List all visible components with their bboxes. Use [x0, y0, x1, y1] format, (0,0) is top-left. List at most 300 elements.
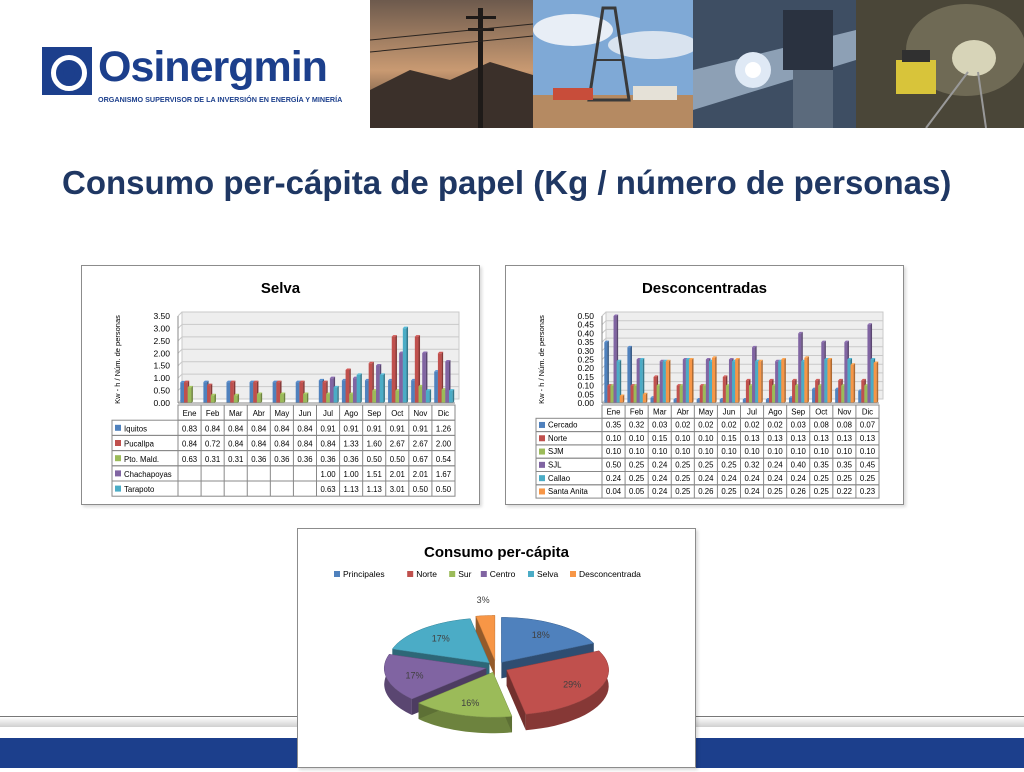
- data-label: 0.02: [721, 420, 737, 430]
- data-label: 0.24: [605, 473, 622, 483]
- bar-face: [346, 370, 350, 403]
- data-label: 2.00: [435, 439, 452, 449]
- y-tick-label: 3.00: [153, 323, 170, 334]
- data-label: 0.15: [652, 433, 668, 443]
- bar-face: [795, 386, 798, 403]
- bar-face: [726, 386, 729, 403]
- bar-face: [296, 382, 300, 403]
- bar-face: [729, 360, 732, 404]
- x-tick-label: Oct: [815, 407, 828, 417]
- data-label: 0.25: [859, 473, 876, 483]
- x-tick-label: Sep: [791, 407, 806, 417]
- bar-face: [778, 361, 781, 403]
- data-label: 0.24: [767, 460, 783, 470]
- bar-side: [761, 360, 763, 403]
- legend-swatch: [334, 571, 340, 577]
- bar-face: [821, 342, 824, 403]
- bar-face: [700, 386, 703, 403]
- legend-label: Principales: [343, 569, 385, 579]
- legend-swatch: [115, 425, 121, 431]
- x-tick-label: Ago: [344, 409, 359, 419]
- slice-label-principales: 18%: [531, 630, 550, 640]
- bar-santa-anita-may: [712, 356, 717, 403]
- data-label: 0.24: [767, 473, 783, 483]
- y-tick-label: 1.00: [153, 373, 170, 384]
- bar-side: [692, 358, 694, 403]
- data-label: 0.84: [274, 424, 290, 434]
- y-tick-label: 0.45: [577, 319, 594, 330]
- welding-photo: [693, 0, 856, 128]
- bar-face: [798, 333, 801, 403]
- data-label: 0.10: [836, 447, 852, 457]
- data-label: 0.67: [412, 454, 428, 464]
- bar-face: [203, 382, 207, 403]
- bar-face: [815, 380, 818, 403]
- bar-side: [307, 393, 309, 403]
- bar-face: [792, 380, 795, 403]
- bar-face: [743, 400, 746, 403]
- bar-side: [284, 393, 286, 403]
- legend-swatch: [539, 462, 545, 468]
- data-label: 0.84: [274, 439, 290, 449]
- data-label: 0.84: [251, 424, 267, 434]
- data-label: 0.13: [744, 433, 760, 443]
- bar-face: [211, 395, 215, 403]
- data-label: 2.67: [412, 439, 428, 449]
- data-label: 0.84: [228, 424, 244, 434]
- data-label: 0.25: [836, 473, 852, 483]
- bar-face: [614, 316, 617, 403]
- bar-face: [838, 380, 841, 403]
- legend-swatch: [115, 455, 121, 461]
- bar-pto-mald--abr: [257, 393, 262, 403]
- bar-face: [388, 380, 392, 403]
- bar-face: [280, 394, 284, 403]
- legend-label: Norte: [548, 433, 568, 443]
- data-label: 0.02: [675, 420, 691, 430]
- bar-face: [818, 386, 821, 403]
- bar-face: [781, 360, 784, 404]
- bar-side: [738, 358, 740, 403]
- bar-face: [426, 391, 430, 403]
- bar-face: [226, 382, 230, 403]
- bar-face: [445, 361, 449, 403]
- bar-face: [697, 400, 700, 403]
- bar-santa-anita-nov: [851, 363, 856, 403]
- bar-face: [620, 396, 623, 403]
- logo-text: Osinergmin: [98, 43, 327, 91]
- data-label: 0.50: [366, 454, 382, 464]
- bar-face: [184, 382, 188, 403]
- bar-face: [686, 360, 689, 404]
- bar-face: [349, 394, 353, 403]
- gridline-depth: [178, 349, 182, 353]
- bar-face: [775, 361, 778, 403]
- data-label: 0.13: [767, 433, 783, 443]
- bar-face: [824, 360, 827, 404]
- data-label: 0.10: [721, 447, 737, 457]
- bar-face: [851, 365, 854, 403]
- data-label: 0.63: [181, 454, 198, 464]
- bar-pto-mald--mar: [234, 394, 239, 403]
- legend-label: Tarapoto: [124, 485, 155, 495]
- x-tick-label: Mar: [652, 407, 667, 417]
- chart-title: Consumo per-cápita: [423, 544, 570, 561]
- y-tick-label: 2.50: [153, 335, 170, 346]
- data-label: 0.24: [744, 473, 760, 483]
- gridline-depth: [178, 374, 182, 378]
- y-tick-label: 0.15: [577, 371, 594, 382]
- bar-face: [769, 380, 772, 403]
- bar-face: [871, 360, 874, 404]
- y-tick-label: 0.00: [577, 398, 594, 408]
- bar-face: [299, 382, 303, 403]
- data-label: 0.03: [790, 420, 806, 430]
- bar-face: [395, 391, 399, 403]
- bar-santa-anita-ago: [781, 358, 786, 403]
- legend-label: Iquitos: [124, 424, 147, 434]
- data-label: 0.36: [343, 454, 359, 464]
- consumo-pie-chart: [298, 529, 695, 767]
- bar-face: [353, 378, 357, 403]
- y-tick-label: 0.35: [577, 337, 594, 348]
- x-tick-label: Mar: [228, 409, 243, 419]
- data-label: 0.07: [859, 420, 876, 430]
- bar-face: [253, 382, 257, 403]
- bar-side: [360, 373, 362, 403]
- bar-tarapoto-oct: [403, 327, 408, 403]
- bar-side: [669, 360, 671, 403]
- data-label: 0.25: [721, 460, 737, 470]
- bar-face: [680, 386, 683, 403]
- data-label: 0.63: [320, 485, 336, 495]
- data-label: 0.10: [652, 447, 668, 457]
- y-tick-label: 0.25: [577, 354, 594, 365]
- data-label: 0.25: [721, 487, 737, 497]
- bar-side: [430, 389, 432, 403]
- data-label: 0.36: [320, 454, 336, 464]
- bar-side: [453, 389, 455, 403]
- bar-face: [827, 360, 830, 404]
- data-label: 0.91: [366, 424, 382, 434]
- bar-face: [703, 386, 706, 403]
- bar-side: [877, 361, 879, 403]
- data-label: 1.13: [366, 485, 382, 495]
- data-label: 0.24: [698, 473, 714, 483]
- data-label: 0.35: [836, 460, 852, 470]
- x-tick-label: Dic: [861, 407, 874, 417]
- data-label: 0.32: [629, 420, 645, 430]
- legend-label: Santa Anita: [548, 487, 588, 497]
- data-label: 0.45: [859, 460, 876, 470]
- bar-face: [442, 390, 446, 403]
- legend-swatch: [115, 470, 121, 476]
- bar-face: [812, 389, 815, 403]
- data-label: 0.25: [675, 460, 691, 470]
- data-label: 0.05: [629, 487, 645, 497]
- bar-tarapoto-ago: [357, 373, 362, 403]
- bar-side: [214, 394, 216, 403]
- bar-santa-anita-mar: [666, 360, 671, 403]
- bar-pto-mald--may: [280, 393, 285, 403]
- bar-face: [640, 360, 643, 404]
- data-label: 0.35: [605, 420, 622, 430]
- legend-label: SJM: [548, 447, 564, 457]
- x-tick-label: Nov: [413, 409, 428, 419]
- bar-pto-mald--feb: [211, 394, 216, 403]
- data-label: 2.01: [389, 470, 405, 479]
- bar-face: [654, 377, 657, 403]
- data-label: 0.84: [181, 439, 198, 449]
- y-tick-label: 0.30: [577, 345, 594, 356]
- data-label: 1.51: [366, 470, 382, 479]
- y-tick-label: 0.00: [153, 398, 170, 408]
- bar-santa-anita-oct: [827, 358, 832, 403]
- data-label: 1.00: [343, 470, 359, 479]
- legend-label: Sur: [458, 569, 472, 579]
- data-label: 0.91: [320, 424, 336, 434]
- y-tick-label: 0.10: [577, 380, 594, 391]
- data-label: 0.02: [767, 420, 783, 430]
- data-label: 0.25: [813, 473, 829, 483]
- mine-tunnel-photo: [856, 0, 1024, 128]
- data-label: 0.31: [228, 454, 244, 464]
- y-tick-label: 1.50: [153, 360, 170, 371]
- bar-face: [683, 360, 686, 404]
- bar-face: [326, 394, 330, 403]
- bar-face: [835, 389, 838, 403]
- x-tick-label: Jul: [747, 407, 758, 417]
- x-tick-label: Ago: [768, 407, 783, 417]
- bar-face: [674, 400, 677, 403]
- bar-face: [434, 372, 438, 403]
- data-label: 0.02: [744, 420, 760, 430]
- gridline-depth: [178, 337, 182, 341]
- data-label: 0.10: [698, 433, 714, 443]
- data-label: 0.50: [435, 485, 452, 495]
- data-label: 3.01: [389, 485, 405, 495]
- bar-face: [627, 347, 630, 403]
- slide-title: Consumo per-cápita de papel (Kg / número de personas): [62, 164, 952, 201]
- data-label: 0.10: [605, 433, 622, 443]
- data-label: 0.84: [320, 439, 336, 449]
- bar-face: [723, 377, 726, 403]
- bar-face: [334, 387, 338, 403]
- gridline-depth: [178, 362, 182, 366]
- bar-face: [257, 394, 261, 403]
- bar-face: [637, 360, 640, 404]
- legend-item-sur: [449, 569, 471, 579]
- data-label: 0.13: [790, 433, 806, 443]
- bar-side: [854, 363, 856, 403]
- bar-face: [666, 361, 669, 403]
- slice-label-norte: 29%: [563, 679, 582, 690]
- bar-side: [383, 373, 385, 403]
- data-label: 0.25: [675, 473, 691, 483]
- data-label: 0.10: [744, 447, 760, 457]
- data-label: 0.13: [836, 433, 852, 443]
- data-label: 0.32: [744, 460, 760, 470]
- y-tick-label: 0.50: [577, 311, 594, 321]
- bar-tarapoto-sep: [380, 373, 385, 403]
- bar-tarapoto-nov: [426, 389, 431, 403]
- x-tick-label: Jul: [323, 409, 334, 419]
- x-tick-label: Oct: [391, 409, 404, 419]
- data-label: 0.10: [675, 447, 691, 457]
- bar-santa-anita-jun: [735, 358, 740, 403]
- data-label: 0.24: [652, 460, 668, 470]
- bar-face: [712, 358, 715, 403]
- data-label: 0.36: [274, 454, 290, 464]
- legend-swatch: [570, 571, 576, 577]
- pie-chart-panel: [297, 528, 696, 768]
- data-label: 0.54: [435, 454, 452, 464]
- legend-swatch: [539, 449, 545, 455]
- bar-santa-anita-dic: [874, 361, 879, 403]
- bar-face: [657, 386, 660, 403]
- x-tick-label: Dic: [437, 409, 450, 419]
- bar-face: [369, 363, 373, 403]
- bar-face: [376, 365, 380, 403]
- bar-face: [273, 382, 277, 403]
- bar-face: [746, 380, 749, 403]
- desconcentradas-chart: [506, 266, 903, 504]
- data-label: 0.36: [251, 454, 267, 464]
- y-axis-label: Kw - h / Núm. de personas: [537, 315, 546, 404]
- legend-swatch: [539, 488, 545, 494]
- bar-side: [646, 393, 648, 403]
- data-label: 0.91: [389, 424, 405, 434]
- bar-side: [337, 386, 339, 403]
- x-tick-label: Feb: [629, 407, 644, 417]
- bar-face: [207, 385, 211, 403]
- bar-santa-anita-ene: [620, 395, 625, 403]
- bar-face: [365, 380, 369, 403]
- data-label: 0.22: [836, 487, 852, 497]
- legend-label: Cercado: [548, 420, 578, 430]
- y-tick-label: 3.50: [153, 311, 170, 321]
- legend-item-principales: [334, 569, 385, 579]
- data-label: 0.72: [205, 439, 221, 449]
- data-label: 0.24: [744, 487, 760, 497]
- gridline-depth: [602, 321, 606, 325]
- data-label: 0.91: [343, 424, 359, 434]
- data-label: 0.10: [790, 447, 806, 457]
- x-tick-label: Jun: [722, 407, 736, 417]
- data-label: 0.84: [251, 439, 267, 449]
- bar-side: [407, 327, 409, 403]
- x-tick-label: May: [698, 407, 714, 417]
- bar-face: [319, 380, 323, 403]
- legend-swatch: [528, 571, 534, 577]
- bar-face: [610, 386, 613, 403]
- bar-side: [831, 358, 833, 403]
- bar-face: [607, 386, 610, 403]
- bar-face: [732, 361, 735, 403]
- bar-face: [864, 386, 867, 403]
- bar-face: [858, 391, 861, 403]
- bar-side: [261, 393, 263, 403]
- data-label: 1.33: [343, 439, 359, 449]
- data-label: 0.25: [629, 473, 645, 483]
- bar-face: [844, 342, 847, 403]
- bar-face: [234, 395, 238, 403]
- bar-face: [874, 363, 877, 403]
- data-label: 0.91: [412, 424, 428, 434]
- legend-label: Desconcentrada: [579, 569, 641, 579]
- data-label: 0.26: [790, 487, 806, 497]
- data-label: 0.24: [721, 473, 737, 483]
- data-label: 0.10: [698, 447, 714, 457]
- legend-label: Selva: [537, 569, 559, 579]
- y-tick-label: 0.50: [153, 385, 170, 396]
- slice-label-sur: 16%: [461, 698, 480, 709]
- bar-side: [715, 356, 717, 403]
- data-label: 2.67: [389, 439, 405, 449]
- data-label: 0.36: [297, 454, 313, 464]
- bar-face: [660, 361, 663, 403]
- bar-face: [392, 337, 396, 403]
- data-label: 1.26: [435, 424, 452, 434]
- data-label: 0.08: [836, 420, 852, 430]
- data-label: 0.13: [859, 433, 876, 443]
- data-label: 0.83: [181, 424, 198, 434]
- y-tick-label: 0.40: [577, 328, 594, 339]
- header-photo-strip: [370, 0, 1024, 128]
- legend-label: Pucallpa: [124, 439, 154, 449]
- bar-face: [758, 361, 761, 403]
- bar-face: [752, 347, 755, 403]
- data-label: 0.25: [675, 487, 691, 497]
- bar-face: [663, 361, 666, 403]
- data-label: 0.02: [698, 420, 714, 430]
- bar-face: [867, 325, 870, 403]
- bar-face: [617, 361, 620, 403]
- bar-pto-mald--jun: [303, 393, 308, 403]
- bar-face: [403, 328, 407, 403]
- data-label: 1.00: [320, 470, 336, 479]
- data-label: 0.24: [652, 473, 668, 483]
- x-tick-label: Jun: [298, 409, 312, 419]
- legend-item-selva: [528, 569, 559, 579]
- gridline-depth: [602, 312, 606, 316]
- bar-face: [380, 375, 384, 403]
- x-tick-label: Ene: [182, 409, 197, 419]
- osinergmin-logo: [42, 43, 362, 109]
- bar-face: [706, 360, 709, 404]
- data-label: 0.84: [205, 424, 221, 434]
- legend-swatch: [115, 440, 121, 446]
- bar-face: [250, 382, 254, 403]
- bar-face: [411, 380, 415, 403]
- data-label: 0.40: [790, 460, 806, 470]
- bar-face: [677, 386, 680, 403]
- selva-chart: [82, 266, 479, 504]
- data-label: 0.10: [605, 447, 622, 457]
- bar-face: [323, 382, 327, 403]
- bar-face: [772, 386, 775, 403]
- bar-santa-anita-jul: [758, 360, 763, 403]
- data-label: 0.25: [629, 460, 645, 470]
- legend-item-desconcentrada: [570, 569, 641, 579]
- x-tick-label: Abr: [676, 407, 689, 417]
- bar-face: [735, 360, 738, 404]
- data-label: 0.03: [652, 420, 668, 430]
- legend-swatch: [539, 435, 545, 441]
- data-label: 0.25: [813, 487, 829, 497]
- slice-label-centro: 17%: [405, 670, 424, 681]
- bar-face: [415, 337, 419, 403]
